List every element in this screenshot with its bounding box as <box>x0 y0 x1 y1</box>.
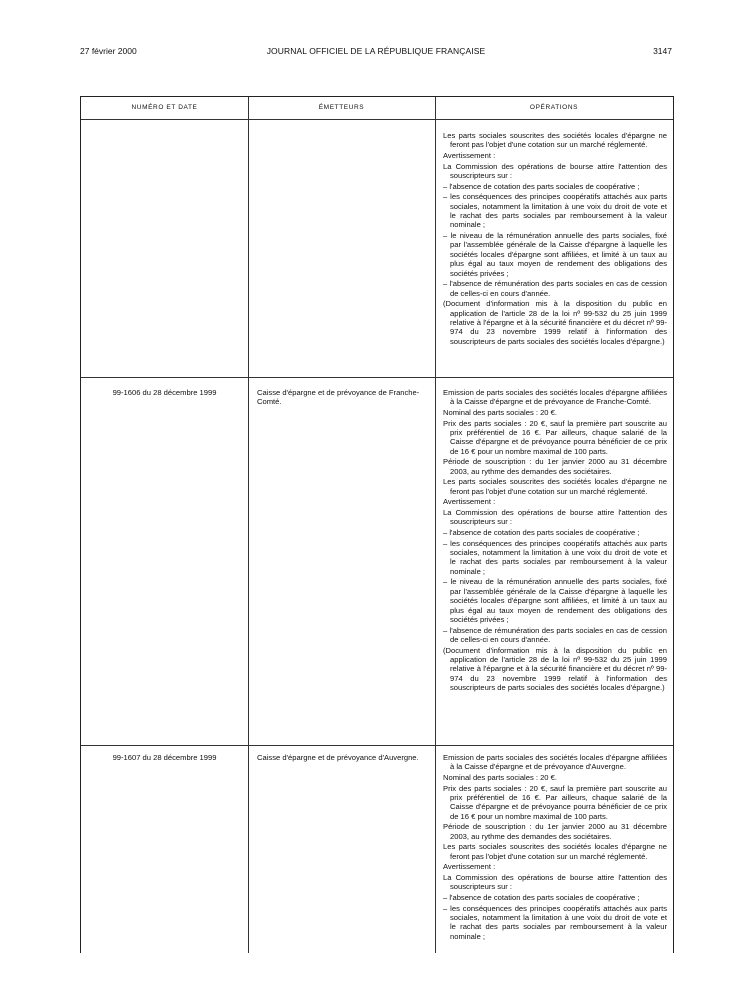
operation-paragraph: Emission de parts sociales des sociétés locales d'épargne affiliées à la Caisse d'épargne et de prévoyance d'Auvergne. <box>443 753 667 772</box>
operation-paragraph: (Document d'information mis à la disposition du public en application de l'article 28 de la loi nº 99-532 du 25 juin 1999 relative à l'épargne et à la sécurité financière et du décret nº 99-974 du 23 novembre 1999 relatif à l'information des souscripteurs de parts sociales des sociétés locales d'épargne.) <box>443 645 667 693</box>
column-header-operations: OPÉRATIONS <box>529 104 579 111</box>
header-date: 27 février 2000 <box>80 46 137 56</box>
row-divider <box>81 745 673 746</box>
operation-paragraph: – les conséquences des principes coopératifs attachés aux parts sociales, notamment la limitation à une voix du droit de vote et le rachat des parts sociales par remboursement à la valeur nominale ; <box>443 538 667 576</box>
operation-paragraph: – l'absence de cotation des parts sociales de coopérative ; <box>443 893 640 902</box>
header-page-number: 3147 <box>653 46 672 56</box>
row-1-emetteur: Caisse d'épargne et de prévoyance de Franche-Comté. <box>257 388 420 407</box>
column-header-numero: NUMÉRO ET DATE <box>131 104 198 111</box>
operation-paragraph: – les conséquences des principes coopératifs attachés aux parts sociales, notamment la limitation à une voix du droit de vote et le rachat des parts sociales par remboursement à la valeur nominale ; <box>443 192 667 230</box>
operation-paragraph: Période de souscription : du 1er janvier 2000 au 31 décembre 2003, au rythme des demandes des sociétaires. <box>443 457 667 476</box>
row-2-emetteur: Caisse d'épargne et de prévoyance d'Auvergne. <box>257 753 419 762</box>
operation-paragraph: La Commission des opérations de bourse attire l'attention des souscripteurs sur : <box>443 161 667 180</box>
operation-paragraph: Période de souscription : du 1er janvier 2000 au 31 décembre 2003, au rythme des demandes des sociétaires. <box>443 822 667 841</box>
operation-paragraph: La Commission des opérations de bourse attire l'attention des souscripteurs sur : <box>443 873 667 892</box>
header-divider <box>81 119 673 120</box>
operation-paragraph: – le niveau de la rémunération annuelle des parts sociales, fixé par l'assemblée générale de la Caisse d'épargne à laquelle les sociétés locales d'épargne sont affiliées, et limité à un taux au plus égal au taux moyen de rendement des obligations des sociétés privées ; <box>443 231 667 278</box>
operation-paragraph: Avertissement : <box>443 151 496 160</box>
operation-paragraph: Nominal des parts sociales : 20 €. <box>443 408 557 417</box>
operation-paragraph: – les conséquences des principes coopératifs attachés aux parts sociales, notamment la limitation à une voix du droit de vote et le rachat des parts sociales par remboursement à la valeur nominale ; <box>443 903 667 941</box>
page-header <box>80 46 672 60</box>
operation-paragraph: Les parts sociales souscrites des sociétés locales d'épargne ne feront pas l'objet d'une cotation sur un marché réglementé. <box>443 131 667 150</box>
row-0-operations <box>443 131 667 347</box>
operation-paragraph: Avertissement : <box>443 862 496 872</box>
row-1-numero: 99-1606 du 28 décembre 1999 <box>112 388 217 397</box>
operation-paragraph: Prix des parts sociales : 20 €, sauf la première part souscrite au prix préférentiel de 16 €. Par ailleurs, chaque salarié de la Caisse d'épargne et de prévoyance pourra bénéficier de ce prix de 16 € pour un nombre maximal de 100 parts. <box>443 418 667 456</box>
column-header-emetteurs: ÉMETTEURS <box>318 104 365 111</box>
row-2-numero: 99-1607 du 28 décembre 1999 <box>112 753 217 762</box>
row-1-operations <box>443 388 667 694</box>
operation-paragraph: – le niveau de la rémunération annuelle des parts sociales, fixé par l'assemblée générale de la Caisse d'épargne à laquelle les sociétés locales d'épargne sont affiliées, et limité à un taux au plus égal au taux moyen de rendement des obligations des sociétés privées ; <box>443 577 667 625</box>
operation-paragraph: Emission de parts sociales des sociétés locales d'épargne affiliées à la Caisse d'épargne et de prévoyance de Franche-Comté. <box>443 388 667 407</box>
header-title: JOURNAL OFFICIEL DE LA RÉPUBLIQUE FRANÇAISE <box>266 46 486 56</box>
operation-paragraph: Les parts sociales souscrites des sociétés locales d'épargne ne feront pas l'objet d'une cotation sur un marché réglementé. <box>443 477 667 496</box>
operation-paragraph: Avertissement : <box>443 497 496 507</box>
operation-paragraph: La Commission des opérations de bourse attire l'attention des souscripteurs sur : <box>443 508 667 527</box>
operations-table <box>80 96 674 953</box>
operation-paragraph: – l'absence de cotation des parts sociales de coopérative ; <box>443 528 640 537</box>
column-divider <box>248 97 249 953</box>
row-2-operations <box>443 753 667 942</box>
operation-paragraph: – l'absence de cotation des parts sociales de coopérative ; <box>443 181 640 191</box>
operation-paragraph: Nominal des parts sociales : 20 €. <box>443 773 557 782</box>
column-divider <box>435 97 436 953</box>
operation-paragraph: Prix des parts sociales : 20 €, sauf la première part souscrite au prix préférentiel de 16 €. Par ailleurs, chaque salarié de la Caisse d'épargne et de prévoyance pourra bénéficier de ce prix de 16 € pour un nombre maximal de 100 parts. <box>443 783 667 821</box>
operation-paragraph: (Document d'information mis à la disposition du public en application de l'article 28 de la loi nº 99-532 du 25 juin 1999 relative à l'épargne et à la sécurité financière et du décret nº 99-974 du 23 novembre 1999 relatif à l'information des souscripteurs de parts sociales des sociétés locales d'épargne.) <box>443 299 667 346</box>
operation-paragraph: – l'absence de rémunération des parts sociales en cas de cession de celles-ci en cours d'année. <box>443 625 667 645</box>
operation-paragraph: Les parts sociales souscrites des sociétés locales d'épargne ne feront pas l'objet d'une cotation sur un marché réglementé. <box>443 842 667 861</box>
row-divider <box>81 377 673 378</box>
operation-paragraph: – l'absence de rémunération des parts sociales en cas de cession de celles-ci en cours d'année. <box>443 279 667 298</box>
